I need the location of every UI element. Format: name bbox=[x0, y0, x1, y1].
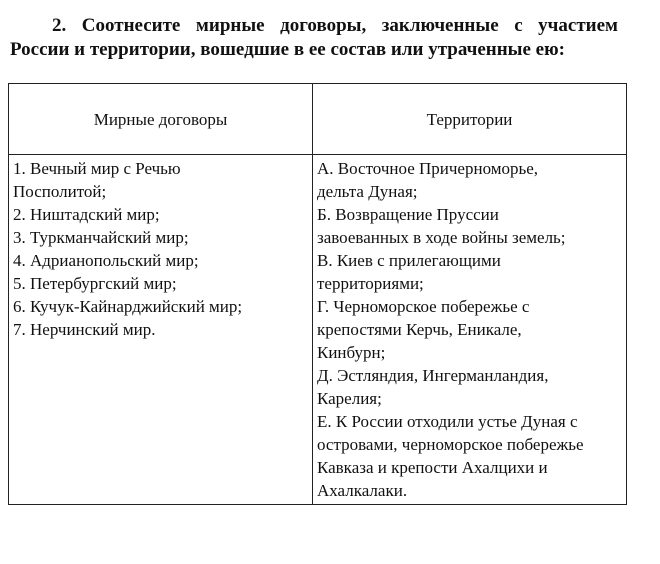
question-line-2: России и территории, вошедшие в ее состав или утраченные ею: bbox=[10, 39, 565, 60]
treaty-line: 7. Нерчинский мир. bbox=[13, 320, 156, 339]
question-line-1: 2. Соотнесите мирные договоры, заключенные с участием bbox=[52, 15, 618, 36]
question-text bbox=[10, 14, 618, 62]
territory-line: Кавказа и крепости Ахалцихи и bbox=[317, 458, 548, 477]
territory-line: Е. К России отходили устье Дуная с bbox=[317, 412, 578, 431]
table-row bbox=[9, 155, 627, 505]
territory-line: крепостями Керчь, Еникале, bbox=[317, 320, 522, 339]
territory-line: дельта Дуная; bbox=[317, 182, 418, 201]
territories-cell bbox=[313, 155, 627, 505]
treaty-line: 5. Петербургский мир; bbox=[13, 274, 177, 293]
territory-line: Б. Возвращение Пруссии bbox=[317, 205, 499, 224]
territory-line: территориями; bbox=[317, 274, 424, 293]
treaty-line: 2. Ништадский мир; bbox=[13, 205, 160, 224]
treaty-line: 3. Туркманчайский мир; bbox=[13, 228, 189, 247]
territory-line: Карелия; bbox=[317, 389, 382, 408]
table-header-row bbox=[9, 84, 627, 155]
territory-line: В. Киев с прилегающими bbox=[317, 251, 501, 270]
header-territories: Территории bbox=[313, 84, 627, 155]
header-peace-treaties: Мирные договоры bbox=[9, 84, 313, 155]
treaties-cell bbox=[9, 155, 313, 505]
treaty-line: Посполитой; bbox=[13, 182, 107, 201]
territory-line: островами, черноморское побережье bbox=[317, 435, 584, 454]
territory-line: Кинбурн; bbox=[317, 343, 386, 362]
territory-line: А. Восточное Причерноморье, bbox=[317, 159, 539, 178]
territory-line: завоеванных в ходе войны земель; bbox=[317, 228, 566, 247]
treaty-line: 1. Вечный мир с Речью bbox=[13, 159, 181, 178]
treaty-line: 4. Адрианопольский мир; bbox=[13, 251, 199, 270]
territory-line: Г. Черноморское побережье с bbox=[317, 297, 530, 316]
territory-line: Ахалкалаки. bbox=[317, 481, 408, 500]
territory-line: Д. Эстляндия, Ингерманландия, bbox=[317, 366, 549, 385]
treaty-line: 6. Кучук-Кайнарджийский мир; bbox=[13, 297, 243, 316]
matching-table bbox=[8, 83, 627, 505]
